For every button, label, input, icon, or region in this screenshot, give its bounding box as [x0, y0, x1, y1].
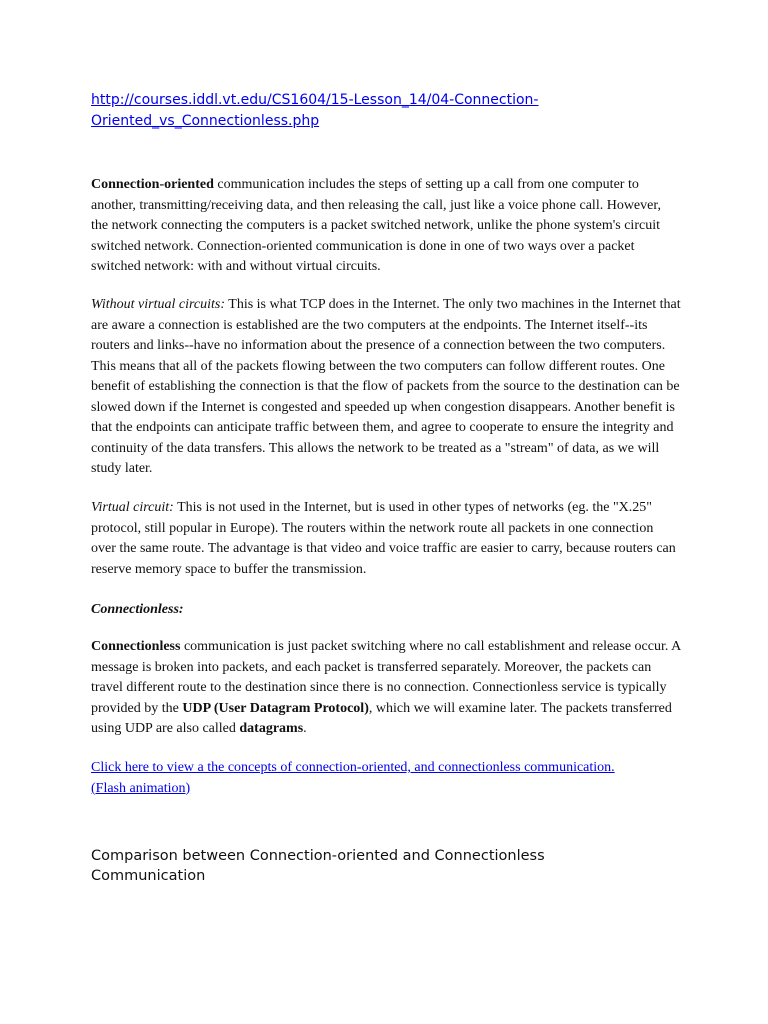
- source-url-line-2: Oriented_vs_Connectionless.php: [91, 113, 320, 129]
- flash-animation-link[interactable]: [91, 758, 691, 799]
- term-connectionless: Connectionless: [91, 639, 181, 654]
- flash-link-line-2: (Flash animation): [91, 780, 191, 796]
- paragraph-without-virtual-circuits: [91, 295, 681, 480]
- term-without-virtual-circuits: Without virtual circuits:: [91, 297, 226, 312]
- paragraph-virtual-circuit-text: This is not used in the Internet, but is used in other types of networks (eg. the "X.25" protocol, still popular in Europe). The routers within the network route all packets in one connection over the same route. The advantage is that video and voice traffic are easier to carry, because routers can reserve memory space to buffer the transmission.: [91, 500, 676, 577]
- paragraph-connectionless-text-b: , which we will examine later. The packets transferred using UDP are also called: [91, 700, 672, 736]
- paragraph-connectionless-text-a: communication is just packet switching where no call establishment and release occur. A message is broken into packets, and each packet is transferred separately. Moreover, the packets can travel different route to the destination since there is no connection. Connectionless service is typically provided by the: [91, 639, 681, 716]
- heading-connectionless: Connectionless:: [91, 602, 184, 617]
- paragraph-connection-oriented-text: communication includes the steps of setting up a call from one computer to another, transmitting/receiving data, and then releasing the call, just like a voice phone call. However, the network connecting the computers is a packet switched network, unlike the phone system's circuit switched network. Connection-oriented communication is done in one of two ways over a packet switched network: with and without virtual circuits.: [91, 177, 661, 274]
- term-datagrams: datagrams: [239, 721, 304, 736]
- source-url-link[interactable]: [91, 90, 611, 132]
- comparison-heading: [91, 846, 651, 886]
- paragraph-virtual-circuit: [91, 498, 681, 580]
- term-virtual-circuit: Virtual circuit:: [91, 500, 174, 515]
- comparison-heading-line-2: Communication: [91, 868, 206, 884]
- term-connection-oriented: Connection-oriented: [91, 177, 214, 192]
- paragraph-connectionless: [91, 637, 681, 740]
- source-url-line-1: http://courses.iddl.vt.edu/CS1604/15-Lesson_14/04-Connection-: [91, 92, 539, 108]
- paragraph-connectionless-text-c: .: [303, 721, 307, 736]
- flash-link-line-1: Click here to view a the concepts of connection-oriented, and connectionless communication.: [91, 760, 615, 775]
- paragraph-without-virtual-circuits-text: This is what TCP does in the Internet. The only two machines in the Internet that are aware a connection is established are the two computers at the endpoints. The Internet itself--its routers and links--have no information about the presence of a connection between the two computers. This means that all of the packets flowing between the two computers can follow different routes. One benefit of establishing the connection is that the flow of packets from the source to the destination can be slowed down if the Internet is congested and speeded up when congestion disappears. Another benefit is that the endpoints can anticipate traffic between them, and agree to cooperate to ensure the integrity and continuity of the data transfers. This allows the network to be treated as a "stream" of data, as we will study later.: [91, 297, 681, 476]
- comparison-heading-line-1: Comparison between Connection-oriented and Connectionless: [91, 848, 545, 864]
- term-udp: UDP (User Datagram Protocol): [182, 700, 369, 716]
- paragraph-connection-oriented: [91, 175, 681, 278]
